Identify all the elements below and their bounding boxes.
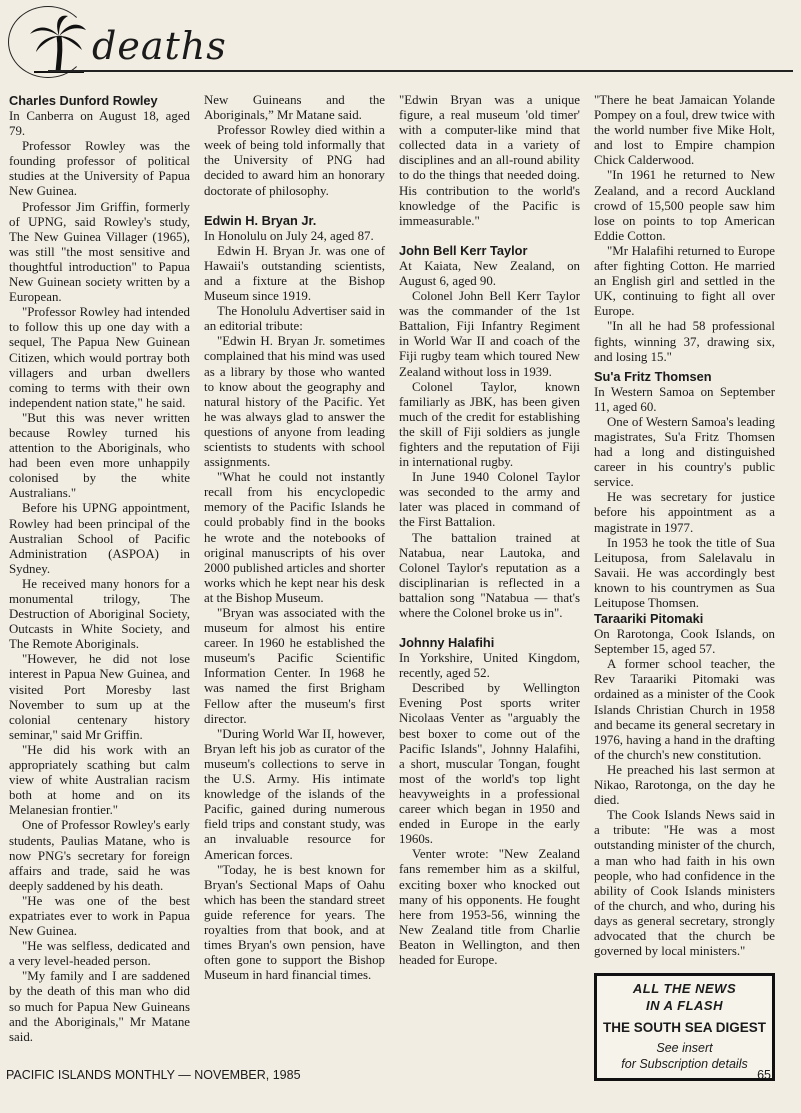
obituary-name: Su'a Fritz Thomsen [594,368,712,384]
subscription-advert [594,973,775,1081]
obituary-name: John Bell Kerr Taylor [399,242,528,258]
paragraph: "Professor Rowley had intended to follow this up one day with a sequel, The Papua New Guinean Citizen, which would portray both villagers and urban dwellers coming to terms with their own independent nation state," he said. [9,305,190,410]
paragraph: In Western Samoa on September 11, aged 60. [594,384,775,414]
paragraph: Professor Jim Griffin, formerly of UPNG, said Rowley's study, The New Guinea Villager (1965), was still "the most sensitive and thoughtful introduction" to Papua New Guinean society written by a European. [9,199,190,305]
paragraph: In 1953 he took the title of Sua Leituposa, from Salelavalu in Savaii. He was accordingly best known to his countrymen as Sua Leitupose Thomsen. [594,535,775,610]
paragraph: "Today, he is best known for Bryan's Sectional Maps of Oahu which has been the standard street guide reference for years. The royalties from that book, and at times Bryan's own pension, have often gone to support the Bishop Museum in hard financial times. [204,862,385,983]
page-footer [6,1068,771,1082]
paragraph: "But this was never written because Rowley turned his attention to the Aboriginals, who had been even more unhappily colonised by the white Australians." [9,410,190,501]
paragraph: "Mr Halafihi returned to Europe after fighting Cotton. He married an English girl and settled in the UK, continuing to fight all over Europe. [594,243,775,319]
paragraph: He received many honors for a monumental trilogy, The Destruction of Aboriginal Society, Outcasts in White Society, and The Remote Aboriginals. [9,576,190,652]
paragraph: One of Western Samoa's leading magistrates, Su'a Fritz Thomsen had a long and distinguished career in his country's public service. [594,414,775,490]
obituary-name: Edwin H. Bryan Jr. [204,212,317,228]
advert-title: THE SOUTH SEA DIGEST [602,1020,766,1036]
paragraph: "He was selfless, dedicated and a very level-headed person. [9,939,190,969]
advert-line: ALL THE NEWS [632,981,737,997]
masthead [8,6,793,76]
paragraph: Colonel John Bell Kerr Taylor was the commander of the 1st Battalion, Fiji Infantry Regiment in World War II and coach of the Fiji rugby team which toured New Zealand without loss in 1939. [399,289,580,379]
paragraph: "However, he did not lose interest in Papua New Guinea, and visited Port Moresby last November to sum up at the colonial centenary history seminar," said Mr Griffin. [9,652,190,742]
column-4 [594,93,775,1072]
advert-line: IN A FLASH [646,998,723,1014]
paragraph: "In all he had 58 professional fights, winning 37, drawing six, and losing 15." [594,319,775,364]
paragraph: In Canberra on August 18, aged 79. [9,109,190,139]
paragraph: On Rarotonga, Cook Islands, on September 15, aged 57. [594,627,775,657]
paragraph: "He was one of the best expatriates ever to work in Papua New Guinea. [9,893,190,939]
column-1 [9,93,190,1053]
paragraph: The battalion trained at Natabua, near Lautoka, and Colonel Taylor's reputation as a disciplinarian is reflected in a battalion song "Natabua — that's where the Colonel broke us in". [399,530,580,620]
column-2 [204,93,385,1053]
paragraph: Colonel Taylor, known familiarly as JBK, has been given much of the credit for establishing the skill of Fiji soldiers as jungle fighters and the reputation of Fiji in international rugby. [399,379,580,470]
paragraph: In Yorkshire, United Kingdom, recently, aged 52. [399,651,580,681]
paragraph: "Bryan was associated with the museum for almost his entire career. In 1960 he established the museum's Pacific Scientific Information Center. In 1968 he was named the first Brigham Fellow after the museum's first director. [204,606,385,726]
page-title: deaths [92,24,227,68]
paragraph: In June 1940 Colonel Taylor was seconded to the army and later was placed in command of the First Battalion. [399,470,580,530]
paragraph-continued: New Guineans and the Aboriginals,” Mr Matane said. [204,93,385,123]
obituary-name: Johnny Halafihi [399,635,495,651]
paragraph: Venter wrote: "New Zealand fans remember him as a skilful, exciting boxer who knocked out many of his opponents. He fought here from 1953-56, winning the New Zealand title from Charlie Beaton in Wellington, and then headed for Europe. [399,847,580,967]
advert-line: for Subscription details [621,1057,748,1072]
paragraph: The Honolulu Advertiser said in an editorial tribute: [204,304,385,334]
advert-line: See insert [656,1041,713,1056]
paragraph: He preached his last sermon at Nikao, Rarotonga, on the day he died. [594,762,775,808]
paragraph: "Edwin H. Bryan Jr. sometimes complained that his mind was used as a library by those who wanted to know about the geography and natural history of the Pacific. Yet he was always glad to answer the questions of anyone from leading scientists to students with school assignments. [204,334,385,470]
page-number: 65 [757,1068,771,1082]
column-3 [399,93,580,1053]
paragraph: "In 1961 he returned to New Zealand, and a record Auckland crowd of 15,500 people saw him lose on points to top American Eddie Cotton. [594,168,775,243]
paragraph: He was secretary for justice before his appointment as a magistrate in 1977. [594,490,775,535]
obituary-name: Taraariki Pitomaki [594,611,704,627]
paragraph: Edwin H. Bryan Jr. was one of Hawaii's outstanding scientists, and a fixture at the Bishop Museum since 1919. [204,243,385,304]
publication-line: PACIFIC ISLANDS MONTHLY — NOVEMBER, 1985 [6,1068,301,1082]
paragraph: "During World War II, however, Bryan left his job as curator of the museum's collections to serve in the U.S. Army. His intimate knowledge of the islands of the Pacific, gained during numerous field trips and constant study, was an invaluable resource for American forces. [204,726,385,862]
paragraph: Professor Rowley was the founding professor of political studies at the University of Papua New Guinea. [9,139,190,199]
paragraph: "Edwin Bryan was a unique figure, a real museum 'old timer' with a computer-like mind that collected data in a variety of disciplines and an all-round ability to do the things that needed doing. His contribution to the world's knowledge of the Pacific is immeasurable." [399,93,580,228]
paragraph: Before his UPNG appointment, Rowley had been principal of the Australian School of Pacific Administration (ASPOA) in Sydney. [9,501,190,576]
paragraph: Professor Rowley died within a week of being told informally that the University of PNG had decided to award him an honorary doctorate of philosophy. [204,123,385,198]
paragraph: At Kaiata, New Zealand, on August 6, aged 90. [399,258,580,288]
paragraph: "What he could not instantly recall from his encyclopedic memory of the Pacific Islands he could probably find in the books he wrote and the notebooks of original manuscripts of his over 2000 published articles and shorter works which he kept near his desk at the Bishop Museum. [204,470,385,605]
paragraph: One of Professor Rowley's early students, Paulias Matane, who is now PNG's secretary for foreign affairs and trade, said he was deeply saddened by his death. [9,818,190,893]
paragraph: In Honolulu on July 24, aged 87. [204,228,374,243]
masthead-rule [48,70,793,72]
paragraph: Described by Wellington Evening Post sports writer Nicolaas Venter as "arguably the best boxer to come out of the Pacific Islands", Johnny Halafihi, a short, muscular Tongan, fought most of the world's top light heavyweights in a professional career which began in 1950 and ended in Europe in the early 1960s. [399,681,580,847]
paragraph: "My family and I are saddened by the death of this man who did so much for Papua New Guineans and the Aboriginals," Mr Matane said. [9,969,190,1044]
paragraph: "He did his work with an appropriately scathing but calm view of white Australian racism both at home and on its Melanesian frontier." [9,742,190,818]
obituary-name: Charles Dunford Rowley [9,93,158,108]
paragraph: "There he beat Jamaican Yolande Pompey on a foul, drew twice with the world number five Mike Holt, and lost to Empire champion Chick Calderwood. [594,93,775,168]
palm-tree-icon [28,14,88,74]
article-columns [9,93,775,1072]
paragraph: The Cook Islands News said in a tribute: "He was a most outstanding minister of the church, a man who had faith in his own people, who had confidence in the ability of Cook Islands ministers of the church, and who, during his days as general secretary, strongly advocated that the church be governed by local ministers." [594,808,775,959]
paragraph: A former school teacher, the Rev Taraariki Pitomaki was ordained as a minister of the Cook Islands Christian Church in 1958 and became its general secretary in 1976, having a hand in the drafting of the church's new constitution. [594,657,775,762]
